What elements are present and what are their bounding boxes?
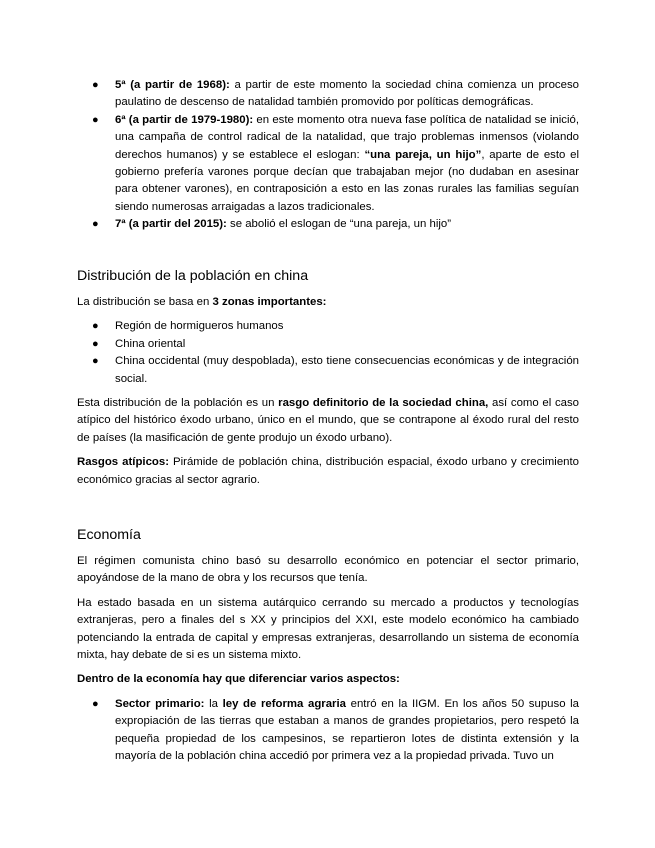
phase-label: 7ª (a partir del 2015):: [115, 218, 227, 231]
paragraph: [77, 454, 579, 489]
bullet-icon: ●: [92, 79, 99, 91]
list-item: [77, 318, 579, 335]
phase-text-continued: , aparte de esto el gobierno prefería varones porque decían que trabajaban mejor (no dudaban en asesinar para obtener varones), en contraposición a esto en las zonas rurales las familias seguían siendo numerosas arraigadas a lazos tradicionales.: [115, 148, 579, 213]
section-heading-distribucion: Distribución de la población en china: [77, 268, 309, 284]
bullet-icon: ●: [92, 113, 99, 126]
zone-text: China oriental: [115, 337, 186, 350]
phase-text: a partir de este momento la sociedad china comienza un proceso paulatino de descenso de natalidad también promovido por políticas demográficas.: [115, 79, 579, 109]
bullet-icon: ●: [92, 337, 99, 350]
rasgos-text: Pirámide de población china, distribución espacial, éxodo urbano y crecimiento económico gracias al sector agrario.: [77, 456, 579, 486]
paragraph-text-continued: así como el caso atípico del histórico éxodo urbano, único en el mundo, que se contrapone al éxodo rural del resto de países (la masificación de gente produjo un éxodo urbano).: [77, 397, 580, 444]
slogan-text: “una pareja, un hijo”: [364, 148, 482, 161]
phase-text: se abolió el eslogan de “una pareja, un hijo”: [226, 218, 452, 231]
list-item: [77, 696, 579, 766]
bullet-icon: ●: [92, 697, 99, 710]
natalidad-phases-section: [77, 77, 579, 234]
intro-text: La distribución se basa en: [77, 296, 213, 308]
phase-label: 5ª (a partir de 1968):: [115, 79, 230, 91]
rasgos-label: Rasgos atípicos:: [77, 456, 170, 469]
aspects-intro: Dentro de la economía hay que diferenciar varios aspectos:: [77, 673, 400, 686]
section-heading-economia: Economía: [77, 527, 141, 543]
paragraph-bold: [77, 671, 579, 688]
intro-bold: 3 zonas importantes:: [212, 296, 327, 308]
phase-label: 6ª (a partir de 1979-1980):: [115, 113, 254, 126]
connector-text: la: [204, 697, 223, 710]
economia-section: [77, 553, 579, 765]
bullet-icon: ●: [92, 355, 99, 368]
paragraph: Ha estado basada en un sistema autárquico cerrando su mercado a productos y tecnologías extranjeras, pero a finales del s XX y principios del XXI, este modelo económico ha cambiado potenciando la entrada de capital y empresas extranjeras, desarrollando un sistema de economía mixta, hay debate de si es un sistema mixto.: [77, 596, 579, 662]
paragraph: El régimen comunista chino basó su desarrollo económico en potenciar el sector primario, apoyándose de la mano de obra y los recursos que tenía.: [77, 555, 579, 585]
law-label: ley de reforma agraria: [222, 697, 346, 710]
paragraph: [77, 294, 579, 311]
bullet-icon: ●: [92, 320, 99, 333]
distribucion-section: [77, 294, 579, 489]
list-item: [77, 77, 579, 112]
phase-text: en este momento otra nueva fase política de natalidad se inició, una campaña de control radical de la natalidad, que trajo problemas inmensos (violando derechos humanos) y se establece el eslogan:: [115, 113, 579, 161]
list-item: [77, 216, 579, 233]
list-item: [77, 353, 579, 388]
paragraph-text: Esta distribución de la población es un: [77, 397, 279, 410]
list-item: [77, 112, 579, 216]
zone-text: China occidental (muy despoblada), esto tiene consecuencias económicas y de integración social.: [115, 355, 579, 385]
sector-text: entró en la IIGM. En los años 50 supuso la expropiación de las tierras que estaban a manos de grandes propietarios, pero respetó la pequeña propiedad de los campesinos, se repartieron lotes de distinta extensión y la mayoría de la población china accedió por primera vez a la propiedad privada. Tuvo un: [115, 697, 580, 763]
sector-label: Sector primario:: [115, 697, 205, 710]
paragraph: [77, 395, 579, 447]
bullet-icon: ●: [92, 218, 99, 231]
paragraph-bold: rasgo definitorio de la sociedad china,: [278, 397, 489, 410]
list-item: [77, 336, 579, 353]
zones-list: [77, 318, 579, 388]
aspects-list: [77, 696, 579, 766]
zone-text: Región de hormigueros humanos: [115, 320, 284, 333]
natalidad-phases-list: [77, 77, 579, 234]
